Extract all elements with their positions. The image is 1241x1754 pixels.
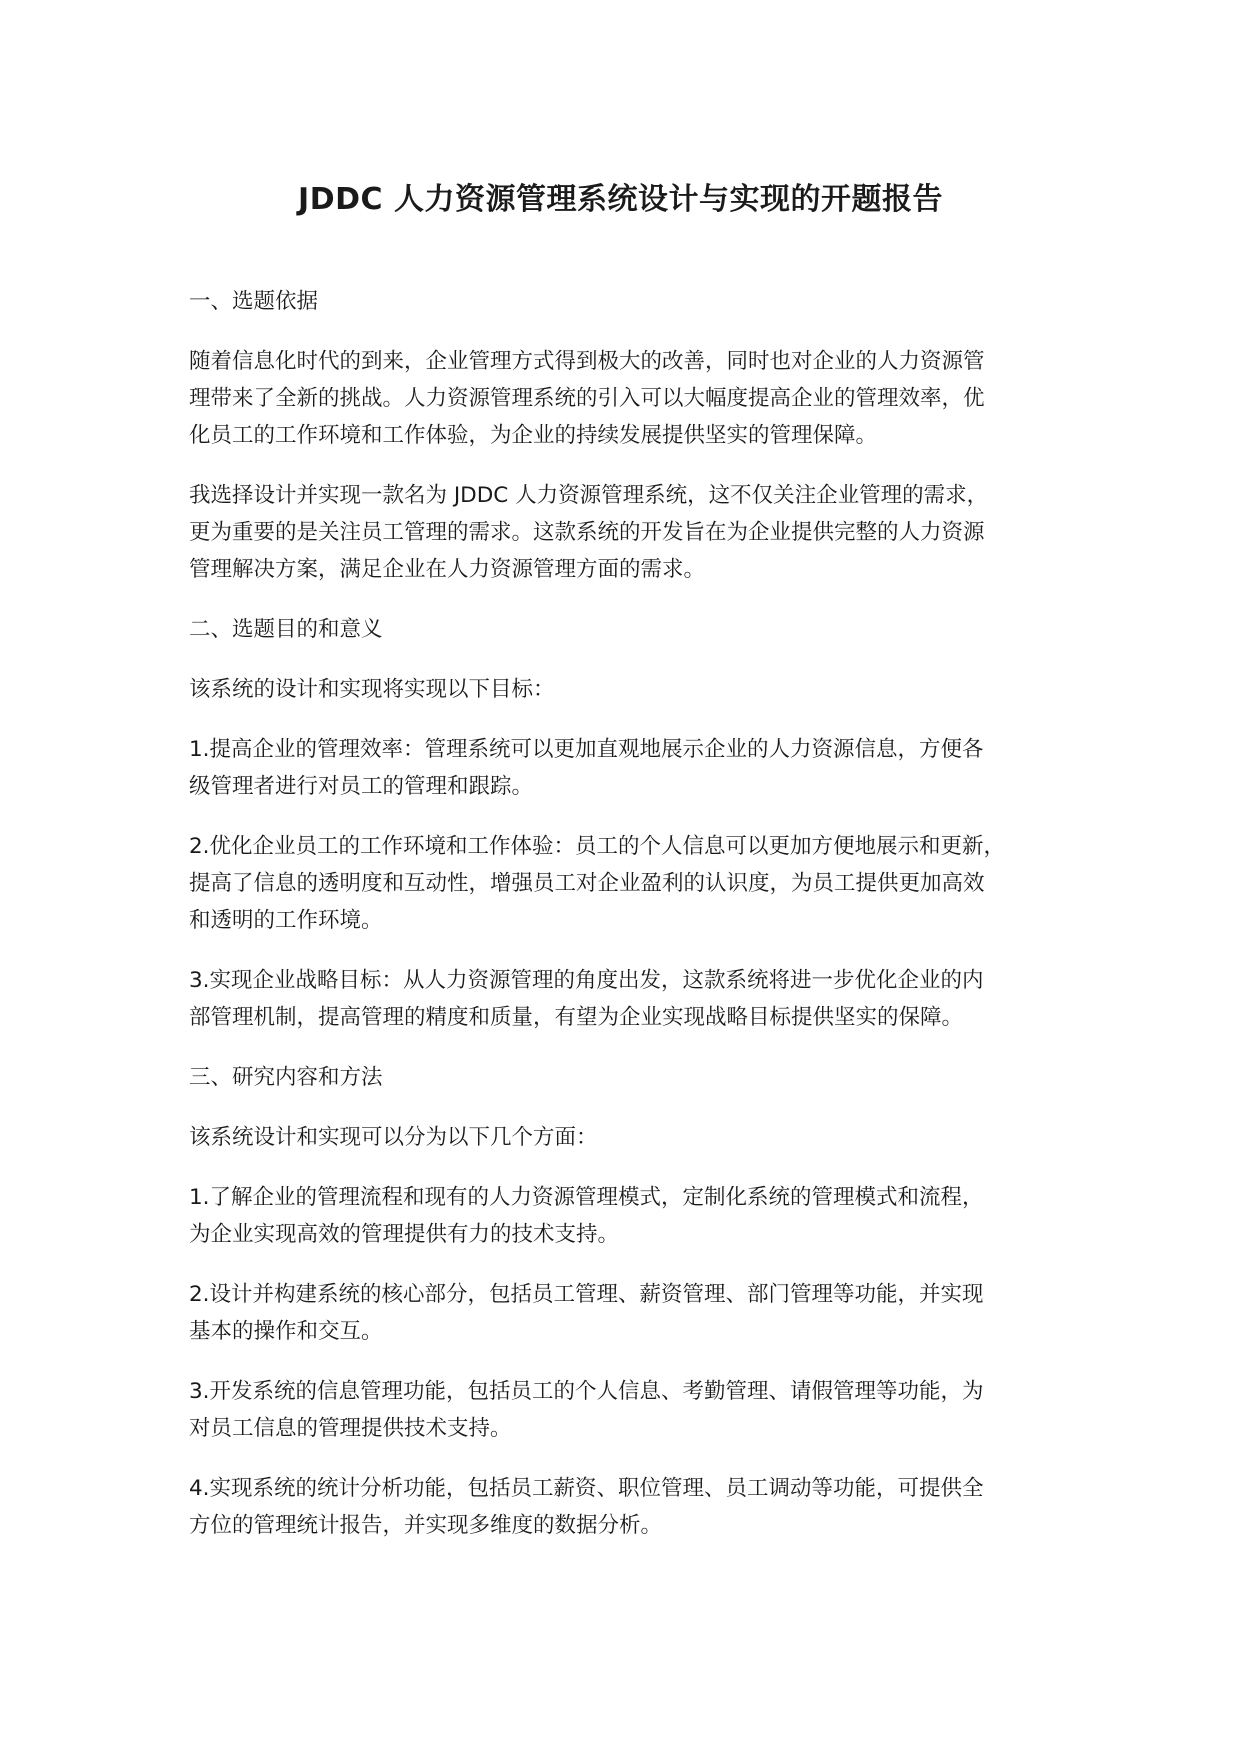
paragraph: [189, 477, 1089, 588]
text-line: 2.设计并构建系统的核心部分，包括员工管理、薪资管理、部门管理等功能，并实现: [189, 1282, 984, 1307]
paragraph: [189, 1059, 1089, 1096]
text-line: 该系统设计和实现可以分为以下几个方面：: [189, 1125, 598, 1150]
text-line: 部管理机制，提高管理的精度和质量，有望为企业实现战略目标提供坚实的保障。: [189, 1005, 964, 1030]
text-line: 对员工信息的管理提供技术支持。: [189, 1416, 512, 1441]
paragraph: [189, 283, 1089, 320]
paragraph: [189, 1373, 1089, 1447]
text-line: 更为重要的是关注员工管理的需求。这款系统的开发旨在为企业提供完整的人力资源: [189, 520, 985, 545]
paragraph: [189, 611, 1089, 648]
text-line: 我选择设计并实现一款名为 JDDC 人力资源管理系统，这不仅关注企业管理的需求，: [189, 483, 989, 508]
text-line: 该系统的设计和实现将实现以下目标：: [189, 677, 555, 702]
text-line: 化员工的工作环境和工作体验，为企业的持续发展提供坚实的管理保障。: [189, 423, 878, 448]
text-line: 随着信息化时代的到来，企业管理方式得到极大的改善，同时也对企业的人力资源管: [189, 349, 985, 374]
text-line: 级管理者进行对员工的管理和跟踪。: [189, 774, 534, 799]
text-line: 二、选题目的和意义: [189, 617, 383, 642]
text-line: 1.提高企业的管理效率：管理系统可以更加直观地展示企业的人力资源信息，方便各: [189, 737, 984, 762]
text-line: 4.实现系统的统计分析功能，包括员工薪资、职位管理、员工调动等功能，可提供全: [189, 1476, 984, 1501]
paragraph: [189, 671, 1089, 708]
text-line: 管理解决方案，满足企业在人力资源管理方面的需求。: [189, 557, 706, 582]
text-line: 3.实现企业战略目标：从人力资源管理的角度出发，这款系统将进一步优化企业的内: [189, 968, 984, 993]
text-line: 提高了信息的透明度和互动性，增强员工对企业盈利的认识度，为员工提供更加高效: [189, 871, 985, 896]
paragraph: [189, 731, 1089, 805]
document-title: JDDC 人力资源管理系统设计与实现的开题报告: [298, 182, 943, 217]
text-line: 三、研究内容和方法: [189, 1065, 383, 1090]
text-line: 和透明的工作环境。: [189, 908, 383, 933]
paragraph: [189, 1276, 1089, 1350]
paragraph: [189, 343, 1089, 454]
paragraph: [189, 1470, 1089, 1544]
text-line: 方位的管理统计报告，并实现多维度的数据分析。: [189, 1513, 663, 1538]
text-line: 3.开发系统的信息管理功能，包括员工的个人信息、考勤管理、请假管理等功能，为: [189, 1379, 984, 1404]
text-line: 2.优化企业员工的工作环境和工作体验：员工的个人信息可以更加方便地展示和更新，: [189, 834, 1006, 859]
paragraph: [189, 962, 1089, 1036]
paragraph: [189, 1119, 1089, 1156]
text-line: 基本的操作和交互。: [189, 1319, 383, 1344]
document-body: [189, 283, 1089, 1567]
text-line: 一、选题依据: [189, 289, 319, 314]
text-line: 1.了解企业的管理流程和现有的人力资源管理模式，定制化系统的管理模式和流程，: [189, 1185, 984, 1210]
text-line: 理带来了全新的挑战。人力资源管理系统的引入可以大幅度提高企业的管理效率，优: [189, 386, 985, 411]
paragraph: [189, 828, 1089, 939]
paragraph: [189, 1179, 1089, 1253]
text-line: 为企业实现高效的管理提供有力的技术支持。: [189, 1222, 620, 1247]
